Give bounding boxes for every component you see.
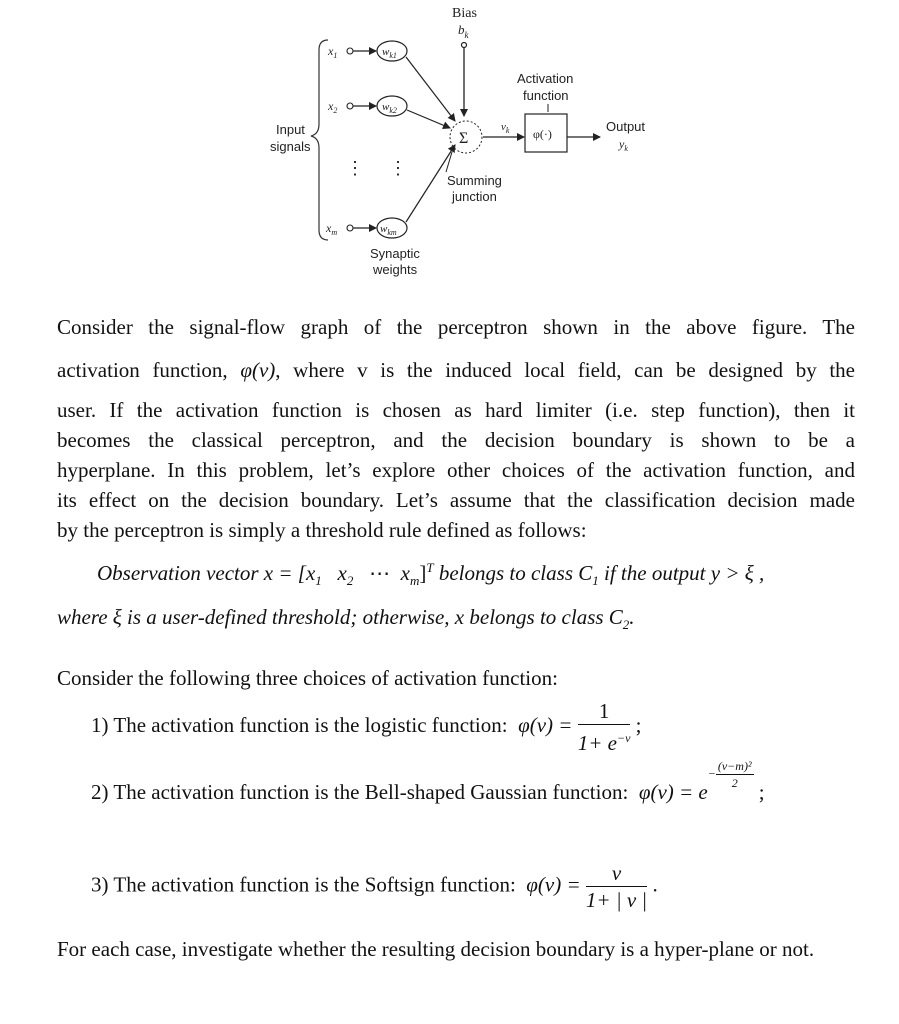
- weight-wk1-edge: [406, 57, 455, 121]
- gaussian-exponent: − $\frac{\text{(v−m)²}}{2}$: [707, 759, 752, 790]
- induced-field-label: $v_k$: [501, 121, 510, 135]
- choice-gaussian: 2) The activation function is the Bell-shaped Gaussian function: φ(v) = e− $\frac{\text{(v−m)²}}{2}$ ;: [91, 759, 765, 804]
- output-label: Output: [606, 119, 646, 134]
- input-x1-label: $x_1$: [328, 44, 338, 60]
- sigma-symbol: Σ: [459, 130, 469, 147]
- closing-instruction: For each case, investigate whether the resulting decision boundary is a hyper-plane or not.: [57, 937, 815, 961]
- intro-paragraph-cont: [57, 395, 855, 545]
- input-xm-label: $x_m$: [326, 221, 338, 237]
- observation-rule: Observation vector $x = [x_1$ $x_2$ ⋯ $x_m]^T$ belongs to class $C_1$ if the output y > ξ ,: [97, 560, 765, 589]
- summing-junction-label-1: Summing: [447, 173, 502, 188]
- input-x1-node: [347, 48, 353, 54]
- activation-function-label-1: Activation: [517, 71, 574, 86]
- threshold-definition: where ξ is a user-defined threshold; otherwise, x belongs to class $C_2$.: [57, 605, 635, 633]
- vertical-dots-weights: ⋮: [389, 158, 407, 178]
- intro-paragraph: [57, 306, 855, 392]
- bias-label: Bias: [452, 6, 477, 21]
- output-symbol: $y_k$: [619, 137, 628, 153]
- weight-wkm-label: $w_{km}$: [380, 223, 397, 237]
- summing-junction-label-2: junction: [452, 189, 497, 204]
- input-xm-node: [347, 225, 353, 231]
- input-signals-label-1: Input: [276, 122, 305, 137]
- perceptron-diagram: [0, 0, 899, 300]
- weight-wk2-label: $w_{k2}$: [382, 101, 397, 115]
- activation-function-label-2: function: [523, 88, 569, 103]
- synaptic-weights-label-2: weights: [373, 262, 418, 277]
- softsign-fraction: $\frac{v}{1+ | v |}$: [585, 861, 648, 912]
- vertical-dots-inputs: ⋮: [346, 158, 364, 178]
- weight-wk2-edge: [407, 110, 450, 128]
- input-signals-label-2: signals: [270, 139, 311, 154]
- bias-symbol: $b_k$: [458, 22, 469, 40]
- input-x2-label: $x_2$: [328, 99, 338, 115]
- input-brace: [311, 40, 328, 240]
- intro-line-4: becomes the classical perceptron, and the decision boundary is shown to be a: [57, 428, 855, 452]
- input-x2-node: [347, 103, 353, 109]
- choice-logistic: 1) The activation function is the logistic function: φ(v) = $\frac{1}{1+ e^{-v}}$ ;: [91, 699, 642, 755]
- intro-line-3: user. If the activation function is chosen as hard limiter (i.e. step function), then it: [57, 398, 855, 422]
- synaptic-weights-label-1: Synaptic: [370, 246, 420, 261]
- intro-line-2: activation function, φ(v), where v is the induced local field, can be designed by the: [57, 358, 855, 382]
- choice-softsign: 3) The activation function is the Softsign function: φ(v) = $\frac{v}{1+ | v |}$ .: [91, 861, 658, 912]
- intro-line-5: hyperplane. In this problem, let’s explore other choices of the activation function, and: [57, 458, 855, 482]
- intro-line-6: its effect on the decision boundary. Let’s assume that the classification decision made: [57, 488, 855, 512]
- bias-node: [462, 43, 467, 48]
- weight-wk1-label: $w_{k1}$: [382, 46, 397, 60]
- activation-phi-label: φ(·): [533, 127, 552, 141]
- logistic-fraction: $\frac{1}{1+ e^{-v}}$: [577, 699, 631, 755]
- choices-intro: Consider the following three choices of activation function:: [57, 666, 558, 690]
- intro-line-7: by the perceptron is simply a threshold rule defined as follows:: [57, 518, 587, 542]
- intro-line-1: Consider the signal-flow graph of the perceptron shown in the above figure. The: [57, 315, 855, 339]
